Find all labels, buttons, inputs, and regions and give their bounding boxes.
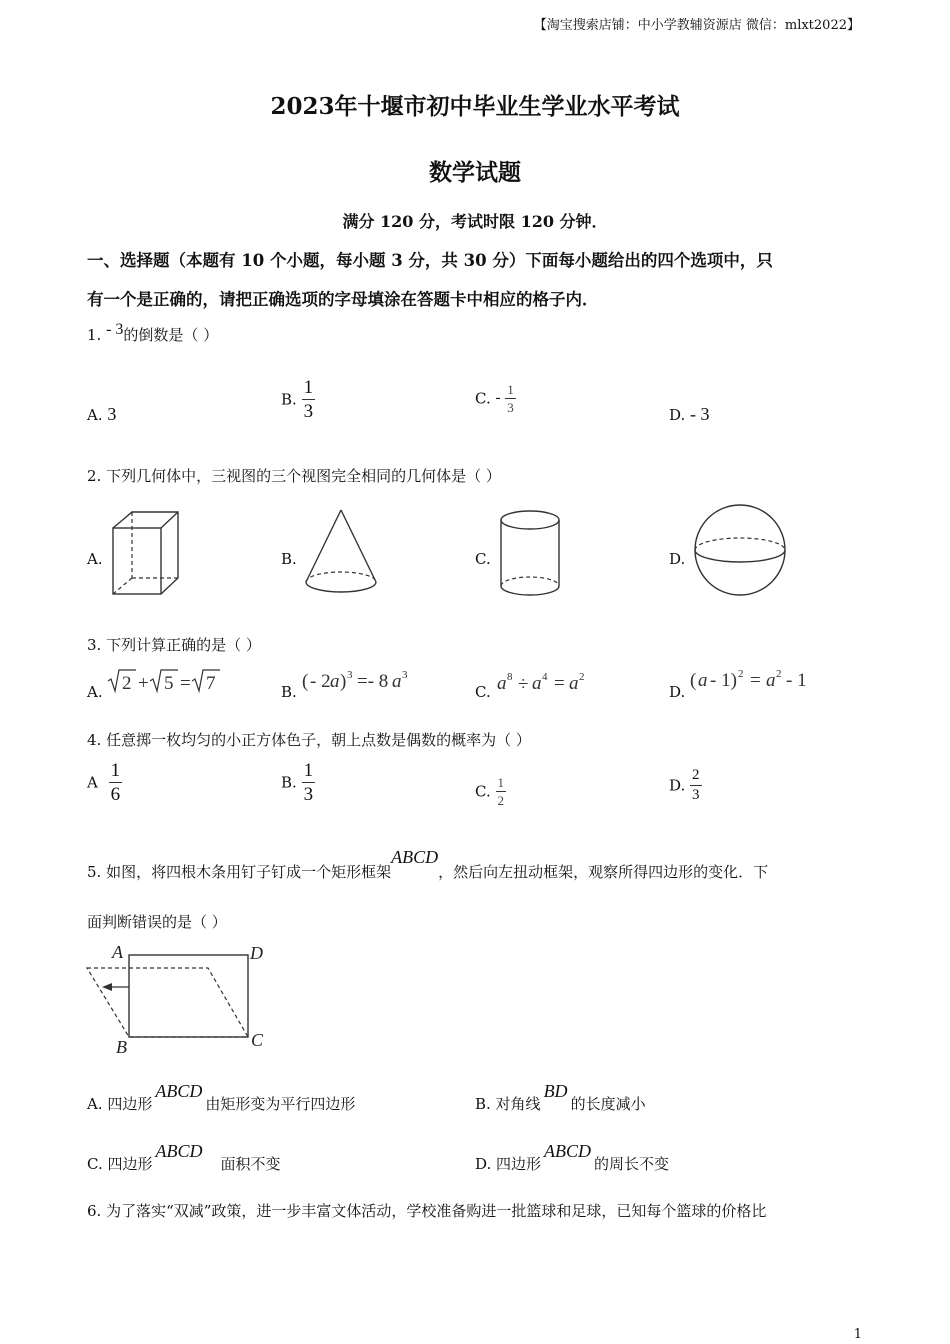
svg-text:(: (	[690, 670, 697, 691]
svg-text:- 1): - 1)	[710, 670, 737, 691]
question-5-line2: 面判断错误的是（ ）	[87, 913, 227, 931]
svg-text:=: =	[180, 673, 191, 694]
svg-text:): )	[340, 671, 347, 692]
svg-text:a: a	[330, 671, 340, 692]
svg-text:4: 4	[542, 671, 548, 683]
q2-option-d[interactable]: D.	[669, 550, 686, 568]
section-heading-line2: 有一个是正确的，请把正确选项的字母填涂在答题卡中相应的格子内．	[87, 290, 599, 309]
svg-text:a: a	[569, 673, 579, 694]
vertex-a-label: A	[112, 942, 123, 962]
vertex-d-label: D	[250, 943, 263, 963]
svg-text:+: +	[138, 673, 149, 694]
question-6: 6. 为了落实“双减”政策，进一步丰富文体活动，学校准备购进一批篮球和足球，已知每个篮球的价格比	[87, 1202, 767, 1220]
source-note: 【淘宝搜索店铺：中小学教辅资源店 微信：mlxt2022】	[533, 18, 860, 33]
q3-option-a-formula	[106, 667, 222, 695]
exam-info: 满分 120 分，考试时限 120 分钟．	[342, 212, 608, 231]
q3-option-d-label[interactable]: D.	[669, 683, 686, 701]
svg-text:3: 3	[347, 669, 353, 681]
svg-text:=- 8: =- 8	[357, 671, 389, 692]
q3-option-b-label[interactable]: B.	[281, 683, 297, 701]
vertex-c-label: C	[251, 1030, 264, 1050]
q2-option-a[interactable]: A.	[87, 550, 103, 568]
q3-option-c-formula	[494, 668, 594, 696]
q2-option-c[interactable]: C.	[475, 550, 491, 568]
q3-option-d-formula	[688, 665, 814, 693]
q4-option-d[interactable]: D. $\frac{2}{3}$	[669, 767, 700, 803]
svg-text:5: 5	[164, 673, 174, 694]
cylinder-figure	[496, 508, 564, 600]
svg-text:- 2: - 2	[310, 671, 331, 692]
q3-option-b-formula	[300, 666, 416, 694]
q4-option-a[interactable]: A $\frac{1}{6}$	[87, 760, 121, 805]
svg-text:a: a	[497, 673, 507, 694]
sphere-figure	[690, 502, 790, 598]
q1-option-a[interactable]: A. 3	[87, 404, 117, 424]
svg-text:a: a	[698, 670, 708, 691]
svg-text:2: 2	[122, 673, 132, 694]
svg-text:(: (	[302, 671, 309, 692]
q1-expression: - 3	[106, 321, 124, 338]
svg-text:÷: ÷	[518, 674, 529, 695]
question-3: 3. 下列计算正确的是（ ）	[87, 636, 261, 654]
cube-figure	[108, 508, 184, 600]
svg-text:2: 2	[776, 668, 782, 680]
q4-option-c[interactable]: C. $\frac{1}{2}$	[475, 775, 504, 808]
svg-text:a: a	[766, 670, 776, 691]
q5-option-c[interactable]: C. 四边形ABCD面积不变	[87, 1141, 281, 1173]
question-1	[87, 321, 219, 345]
svg-text:2: 2	[738, 668, 744, 680]
question-4: 4. 任意掷一枚均匀的小正方体色子，朝上点数是偶数的概率为（ ）	[87, 731, 531, 749]
svg-text:2: 2	[579, 671, 585, 683]
svg-text:=: =	[750, 670, 761, 691]
q1-number: 1.	[87, 326, 102, 344]
parallelogram-figure	[82, 940, 272, 1060]
q5-option-b[interactable]: B. 对角线BD的长度减小	[475, 1081, 646, 1113]
cone-figure	[300, 506, 382, 598]
svg-text:=: =	[554, 673, 565, 694]
svg-text:a: a	[392, 671, 402, 692]
exam-title: 2023年十堰市初中毕业生学业水平考试	[270, 93, 680, 120]
q1-option-b[interactable]: B. $\frac{1}{3}$	[281, 377, 314, 422]
q1-text: 的倒数是（ ）	[123, 326, 219, 344]
svg-text:7: 7	[206, 673, 216, 694]
question-5: 5. 如图，将四根木条用钉子钉成一个矩形框架ABCD，然后向左扭动框架，观察所得四边形的变化．下	[87, 847, 769, 881]
q1-option-c[interactable]: C. - $\frac{1}{3}$	[475, 382, 514, 415]
q4-option-b[interactable]: B. $\frac{1}{3}$	[281, 760, 314, 805]
svg-text:8: 8	[507, 671, 513, 683]
q5-option-a[interactable]: A. 四边形ABCD由矩形变为平行四边形	[87, 1081, 356, 1113]
svg-text:- 1: - 1	[786, 670, 807, 691]
question-2: 2. 下列几何体中，三视图的三个视图完全相同的几何体是（ ）	[87, 467, 501, 485]
q3-option-a-label[interactable]: A.	[87, 683, 103, 701]
svg-text:a: a	[532, 673, 542, 694]
q3-option-c-label[interactable]: C.	[475, 683, 491, 701]
q5-option-d[interactable]: D. 四边形ABCD的周长不变	[475, 1141, 670, 1173]
vertex-b-label: B	[116, 1037, 127, 1057]
q2-option-b[interactable]: B.	[281, 550, 297, 568]
exam-subject: 数学试题	[429, 159, 521, 186]
page-number: 1	[853, 1327, 862, 1342]
q1-option-d[interactable]: D. - 3	[669, 404, 710, 424]
svg-text:3: 3	[402, 669, 408, 681]
section-heading-line1: 一、选择题（本题有 10 个小题，每小题 3 分，共 30 分）下面每小题给出的四个选项中，只	[87, 251, 773, 270]
